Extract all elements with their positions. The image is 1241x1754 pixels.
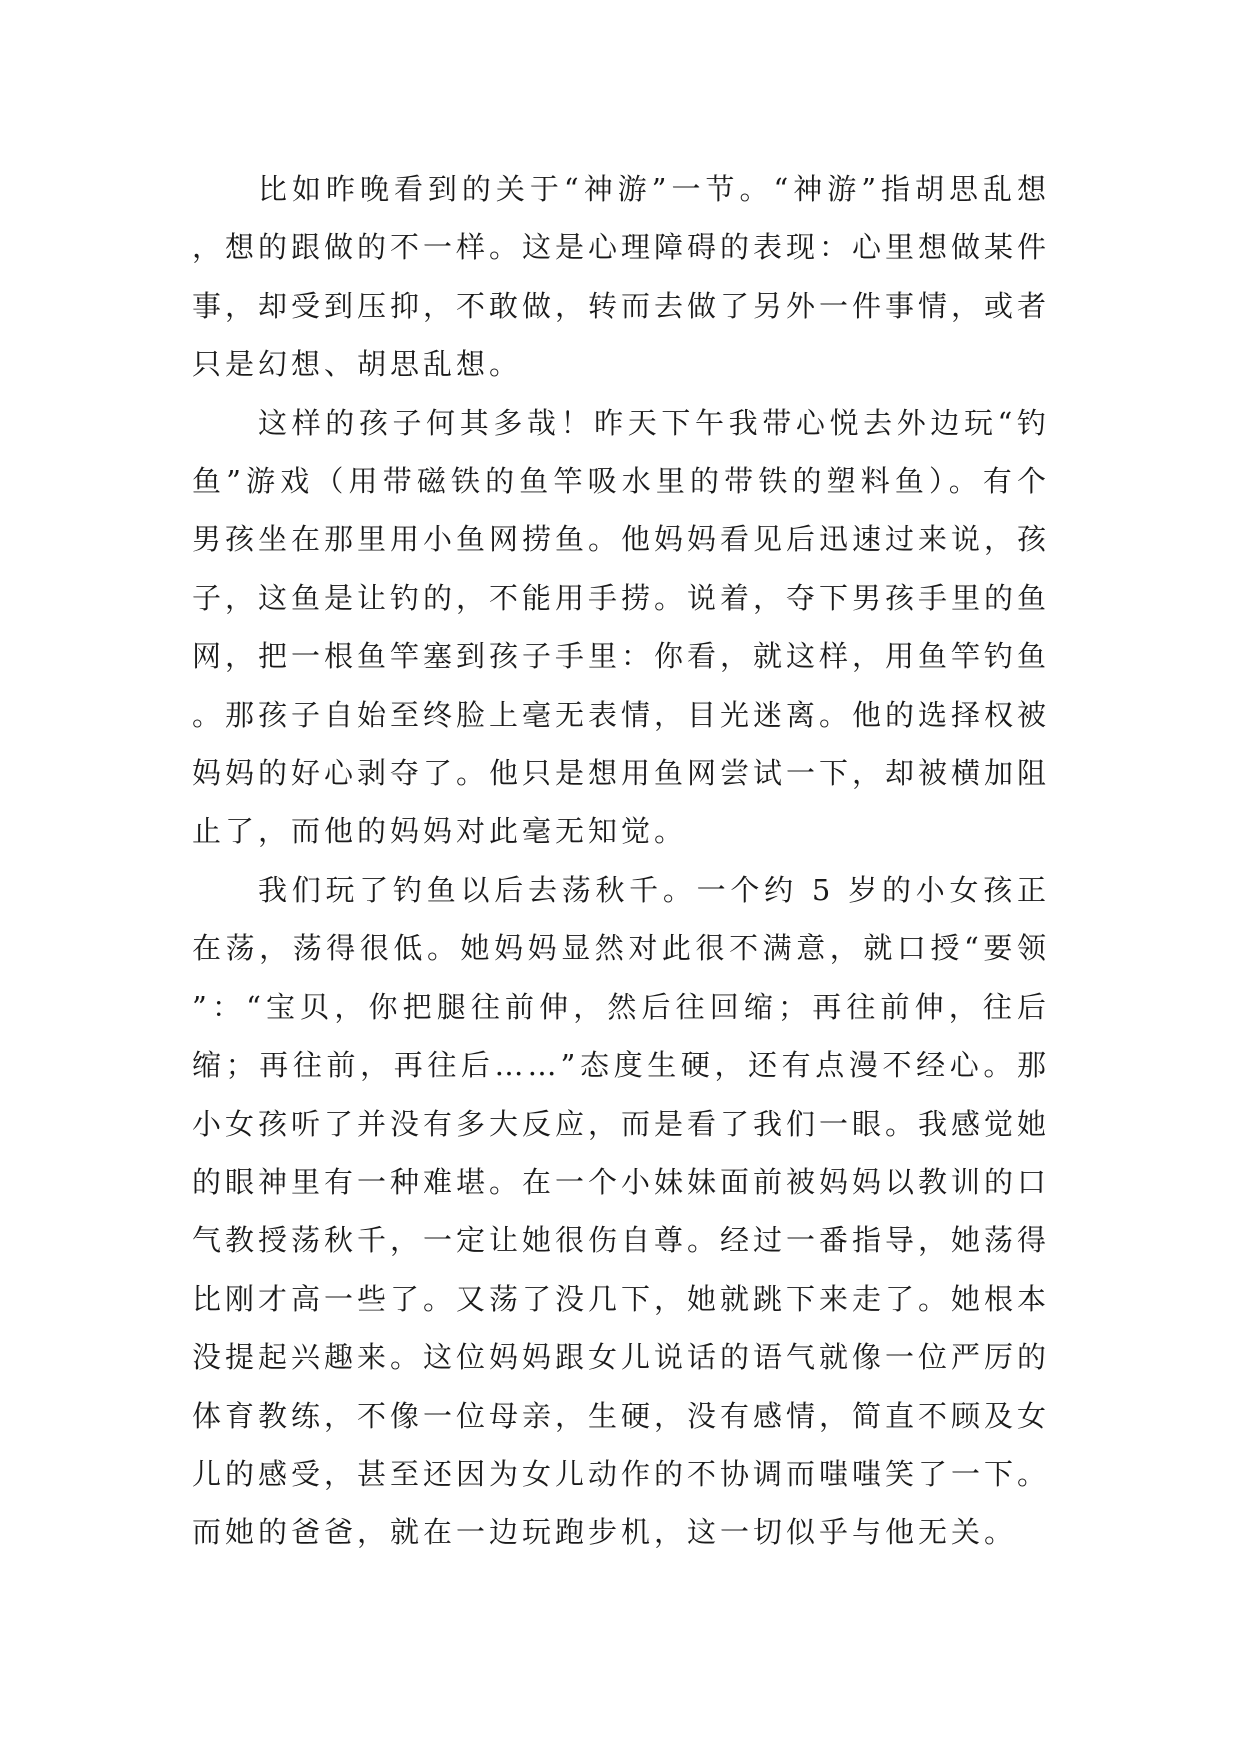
paragraph-2: 这样的孩子何其多哉！昨天下午我带心悦去外边玩“钓鱼”游戏（用带磁铁的鱼竿吸水里的带铁的塑料鱼）。有个男孩坐在那里用小鱼网捞鱼。他妈妈看见后迅速过来说，孩子，这鱼是让钓的，不能用手捞。说着，夺下男孩手里的鱼网，把一根鱼竿塞到孩子手里：你看，就这样，用鱼竿钓鱼。那孩子自始至终脸上毫无表情，目光迷离。他的选择权被妈妈的好心剥夺了。他只是想用鱼网尝试一下，却被横加阻止了，而他的妈妈对此毫无知觉。 bbox=[192, 405, 1051, 849]
document-body bbox=[192, 160, 1050, 1562]
paragraph-1: 比如昨晚看到的关于“神游”一节。“神游”指胡思乱想，想的跟做的不一样。这是心理障碍的表现：心里想做某件事，却受到压抑，不敢做，转而去做了另外一件事情，或者只是幻想、胡思乱想。 bbox=[192, 172, 1051, 382]
paragraph-3: 我们玩了钓鱼以后去荡秋千。一个约 5 岁的小女孩正在荡，荡得很低。她妈妈显然对此很不满意，就口授“要领”：“宝贝，你把腿往前伸，然后往回缩；再往前伸，往后缩；再往前，再往后……”态度生硬，还有点漫不经心。那小女孩听了并没有多大反应，而是看了我们一眼。我感觉她的眼神里有一种难堪。在一个小妹妹面前被妈妈以教训的口气教授荡秋千，一定让她很伤自尊。经过一番指导，她荡得比刚才高一些了。又荡了没几下，她就跳下来走了。她根本没提起兴趣来。这位妈妈跟女儿说话的语气就像一位严厉的体育教练，不像一位母亲，生硬，没有感情，简直不顾及女儿的感受，甚至还因为女儿动作的不协调而嗤嗤笑了一下。而她的爸爸，就在一边玩跑步机，这一切似乎与他无关。 bbox=[192, 872, 1051, 1550]
